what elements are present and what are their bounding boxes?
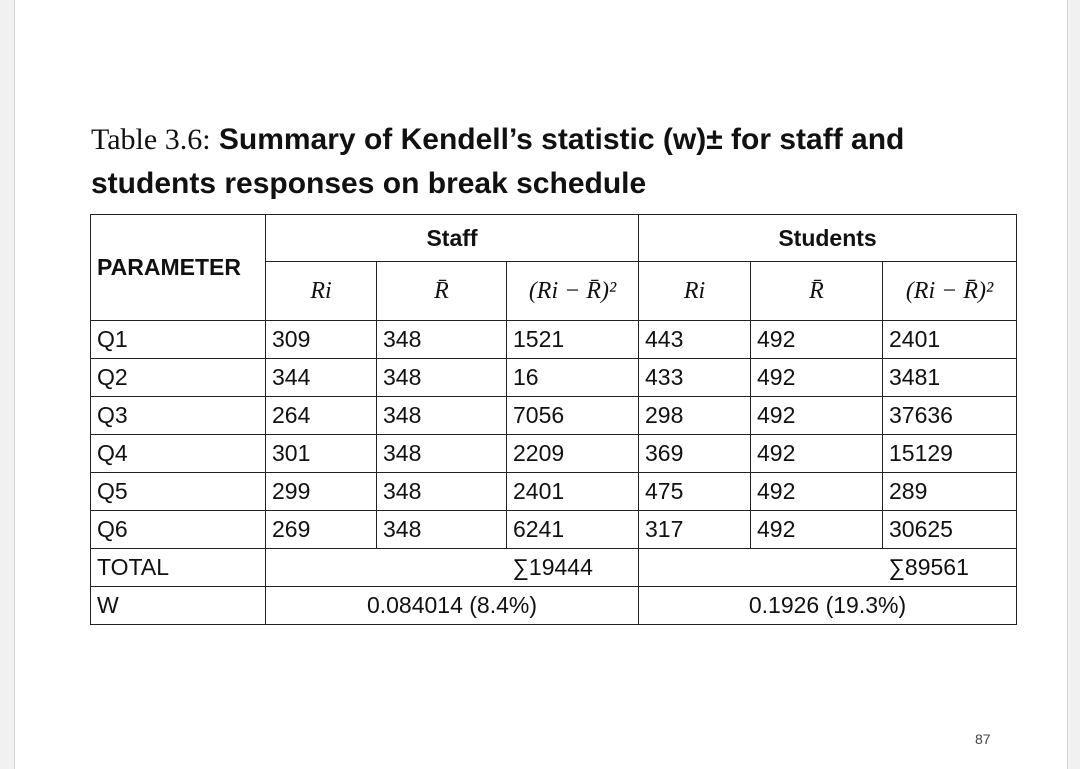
value-cell: 348 [377, 435, 507, 473]
param-cell: Q3 [91, 397, 266, 435]
students-ri-header: Ri [639, 262, 751, 321]
value-cell: 348 [377, 359, 507, 397]
total-row [91, 549, 1017, 587]
w-row [91, 587, 1017, 625]
students-total: ∑89561 [883, 549, 1017, 587]
empty-cell [266, 549, 377, 587]
value-cell: 492 [751, 397, 883, 435]
table-row [91, 511, 1017, 549]
value-cell: 492 [751, 435, 883, 473]
table-title: Summary of Kendell’s statistic (w)± for staff and students responses on break schedule [91, 123, 905, 200]
students-w-value: 0.1926 (19.3%) [639, 587, 1017, 625]
table-row [91, 435, 1017, 473]
group-header-row [91, 215, 1017, 262]
value-cell: 492 [751, 321, 883, 359]
table-number: Table 3.6: [91, 123, 211, 156]
value-cell: 2401 [507, 473, 639, 511]
value-cell: 2209 [507, 435, 639, 473]
value-cell: 492 [751, 473, 883, 511]
table-row [91, 359, 1017, 397]
param-cell: Q4 [91, 435, 266, 473]
value-cell: 298 [639, 397, 751, 435]
value-cell: 264 [266, 397, 377, 435]
staff-rbar-header: R̄ [377, 262, 507, 321]
value-cell: 301 [266, 435, 377, 473]
value-cell: 309 [266, 321, 377, 359]
staff-ri-header: Ri [266, 262, 377, 321]
value-cell: 3481 [883, 359, 1017, 397]
empty-cell [751, 549, 883, 587]
staff-total: ∑19444 [507, 549, 639, 587]
table-caption [91, 118, 1031, 206]
kendall-summary-table [90, 214, 1017, 625]
value-cell: 433 [639, 359, 751, 397]
page-number: 87 [975, 731, 991, 747]
value-cell: 269 [266, 511, 377, 549]
value-cell: 2401 [883, 321, 1017, 359]
value-cell: 6241 [507, 511, 639, 549]
staff-group-header: Staff [266, 215, 639, 262]
table-row [91, 321, 1017, 359]
table-row [91, 473, 1017, 511]
value-cell: 369 [639, 435, 751, 473]
document-page [14, 0, 1068, 769]
staff-deviation-sq-header: (Ri − R̄)² [507, 262, 639, 321]
value-cell: 492 [751, 359, 883, 397]
value-cell: 492 [751, 511, 883, 549]
param-cell: Q5 [91, 473, 266, 511]
param-cell: Q1 [91, 321, 266, 359]
value-cell: 348 [377, 321, 507, 359]
value-cell: 348 [377, 473, 507, 511]
value-cell: 7056 [507, 397, 639, 435]
table-row [91, 397, 1017, 435]
students-rbar-header: R̄ [751, 262, 883, 321]
students-group-header: Students [639, 215, 1017, 262]
empty-cell [639, 549, 751, 587]
value-cell: 16 [507, 359, 639, 397]
value-cell: 348 [377, 397, 507, 435]
students-deviation-sq-header: (Ri − R̄)² [883, 262, 1017, 321]
parameter-header: PARAMETER [91, 215, 266, 321]
w-label: W [91, 587, 266, 625]
value-cell: 443 [639, 321, 751, 359]
param-cell: Q2 [91, 359, 266, 397]
value-cell: 317 [639, 511, 751, 549]
total-label: TOTAL [91, 549, 266, 587]
staff-w-value: 0.084014 (8.4%) [266, 587, 639, 625]
value-cell: 15129 [883, 435, 1017, 473]
param-cell: Q6 [91, 511, 266, 549]
value-cell: 37636 [883, 397, 1017, 435]
value-cell: 475 [639, 473, 751, 511]
empty-cell [377, 549, 507, 587]
value-cell: 30625 [883, 511, 1017, 549]
value-cell: 289 [883, 473, 1017, 511]
value-cell: 1521 [507, 321, 639, 359]
value-cell: 299 [266, 473, 377, 511]
value-cell: 348 [377, 511, 507, 549]
value-cell: 344 [266, 359, 377, 397]
